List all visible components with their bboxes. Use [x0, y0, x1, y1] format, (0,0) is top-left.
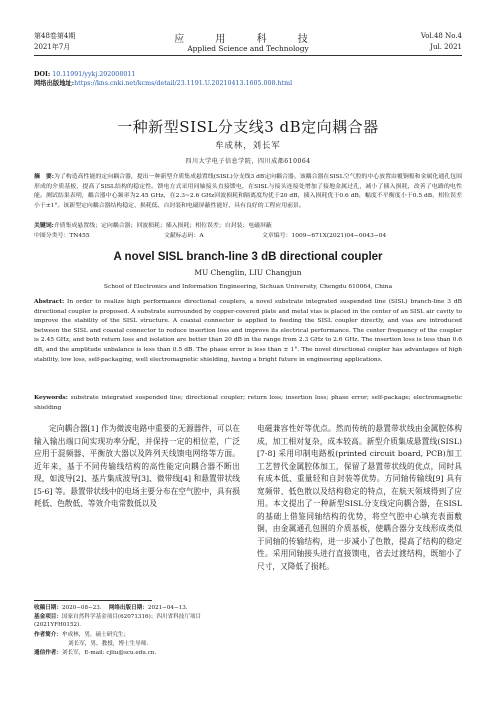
funding-text: 国家自然科学基金项目(62071316)；四川省科技厅项目(2021YFH0152). — [34, 614, 202, 629]
keywords-cn — [34, 221, 462, 232]
authors-cn: 牟成林，刘长军 — [215, 140, 281, 150]
keywords-en — [34, 393, 462, 413]
online-date-label: 网络出版日期： — [108, 605, 148, 611]
keywords-en-text: substrate integrated suspended line; directional coupler; return loss; insertion loss; phase error; self-package; electromagnetic shielding — [34, 395, 463, 411]
corresponding-text[interactable]: 刘长军，E-mail: cjliu@scu.edu.cn. — [61, 650, 157, 656]
online-url-link[interactable]: https://kns.cnki.net/kcms/detail/23.1191.U.20210413.1605.008.html — [74, 80, 293, 87]
affiliation-cn: 四川大学电子信息学院，四川成都610064 — [185, 158, 311, 165]
footnote-funding — [34, 613, 240, 630]
doi-link[interactable]: 10.11991/yykj.202008011 — [52, 71, 136, 78]
corresponding-label: 通信作者： — [34, 650, 62, 656]
footnote-rule — [34, 600, 152, 601]
author-bio-label: 作者简介： — [34, 632, 62, 638]
article-number: 文章编号：1009−671X(2021)04−0043−04 — [262, 233, 387, 239]
keywords-cn-text: 介质集成悬置线；定向耦合器；回波损耗；插入损耗；相位误差；自封装；电磁屏蔽 — [53, 223, 272, 229]
journal-title-cn: 应 用 科 技 — [174, 34, 322, 45]
abstract-en-label: Abstract: — [34, 298, 65, 305]
keywords-cn-label: 关键词: — [34, 222, 54, 229]
footnote-dates — [34, 604, 240, 612]
received-label: 收稿日期： — [34, 605, 62, 611]
body-right-column: 电磁兼容性好等优点。然而传统的悬置带状线由金属腔体构成，加工相对复杂，成本较高。新型介质集成悬置线(SISL)[7-8] 采用印制电路板(printed circuit board, PCB)加工工艺替代金属腔体加工，保留了悬置带状线的优点，同时具有成本低、重量轻和自封装等优势。方同轴传输线[9] 具有宽频带、低色散以及结构稳定的特点，在航天领域得到了应用。本文提出了一种新型SISL分支线定向耦合器，在SISL的基础上借鉴同轴结构的优势，将空气腔中心填充表面敷铜，由金属通孔包围的介质基板，使耦合器分支线形成类似于同轴的传输结构，进一步减小了色散，提高了结构的稳定性。采用同轴接头进行直接馈电，省去过渡结构，既缩小了尺寸，又降低了损耗。 — [257, 424, 462, 571]
affiliation-en: School of Electronics and Information Engineering, Sichuan University, Chengdu 610064, China — [103, 284, 393, 290]
abstract-en — [34, 297, 462, 365]
header-rule — [34, 55, 462, 56]
keywords-en-label: Keywords: — [34, 394, 68, 401]
paper-title-en: A novel SISL branch-line 3 dB directional coupler — [113, 251, 383, 263]
body-left-column: 定向耦合器[1] 作为微波电路中重要的无源器件，可以在输入输出端口间实现功率分配，并保持一定的相位差，广泛应用于混频器、平衡放大器以及阵列天线馈电网络等方面。近年来，基于不同传输线结构的高性能定向耦合器不断出现，如波导[2]、基片集成波导[3]、微带线[4] 和悬置带状线[5-6] 等。悬置带状线中的电场主要分布在空气腔中，具有损耗低、色散低、等效介电常数低以及 — [34, 424, 240, 508]
footnote-corresponding — [34, 649, 240, 657]
author-bio-2: 刘长军，男，教授，博士生导师. — [68, 641, 149, 647]
online-url-line — [34, 80, 292, 89]
header-volume-cn: 第48卷第4期 — [34, 32, 76, 40]
abstract-cn-label: 摘 要: — [34, 173, 54, 180]
online-url-label: 网络出版地址: — [34, 80, 75, 87]
header-volume-en: Vol.48 No.4 — [420, 32, 462, 40]
document-code: 文献标志码：A — [164, 233, 204, 239]
abstract-cn — [34, 172, 462, 211]
journal-title-en: Applied Science and Technology — [187, 44, 309, 53]
doi-line — [34, 71, 135, 80]
abstract-en-text: In order to realize high performance directional couplers, a novel substrate integrated suspended line (SISL) branch-line 3 dB directional coupler is proposed. A substrate surrounded by copper-covered plate and metal vias is placed in the center of an SISL air cavity to improve the stability of the SISL structure. A coaxial connector is applied to feeding the SISL coupler directly, and vias are introduced between the SISL and coaxial connector to reduce insertion loss and improve its electrical performance. The center frequency of the coupler is 2.45 GHz, and both return loss and isolation are better than 20 dB in the range from 2.3 GHz to 2.6 GHz. The insertion loss is less than 0.6 dB, and the amplitude unbalance is less than 0.5 dB. The phase error is less than ± 1°. The novel directional coupler has advantages of high stability, low loss, self-packaging, well electromagnetic shielding, having a bright future in engineering applications. — [34, 299, 463, 363]
doi-label: DOI: — [34, 71, 51, 78]
header-date-cn: 2021年7月 — [34, 43, 71, 51]
received-date: 2020−08−23. — [61, 605, 102, 611]
abstract-cn-text: 为了构造高性能的定向耦合器，提出一种新型介质集成悬置线(SISL)分支线3 dB定向耦合器。该耦合器在SISL空气腔的中心放置由覆铜板和金属化通孔包围形成的介质基板，提高了SISL结构的稳定性。馈电方式采用同轴接头直接馈电，在SISL与接头连接处增加了接地金属过孔，减小了插入损耗，改善了电路的电性能。测试结果表明，耦合器中心频率为2.45 GHz，在2.3~2.6 GHz回波损耗和隔离度均优于20 dB，插入损耗优于0.6 dB，幅度不平衡度小于0.5 dB，相位误差小于±1°。该新型定向耦合器结构稳定、损耗低、自封装和电磁屏蔽性能好，具有良好的工程应用前景。 — [34, 174, 462, 209]
authors-en: MU Chenglin, LIU Changjun — [194, 268, 302, 277]
author-bio-1: 牟成林，男，硕士研究生； — [61, 632, 130, 638]
funding-label: 基金项目： — [34, 614, 62, 620]
footnote-authors — [34, 631, 240, 639]
header-date-en: Jul. 2021 — [430, 43, 462, 51]
clc-number: 中图分类号：TN455 — [34, 233, 90, 239]
paper-title-cn: 一种新型SISL分支线3 dB定向耦合器 — [117, 118, 379, 136]
online-date: 2021−04−13. — [147, 605, 188, 611]
